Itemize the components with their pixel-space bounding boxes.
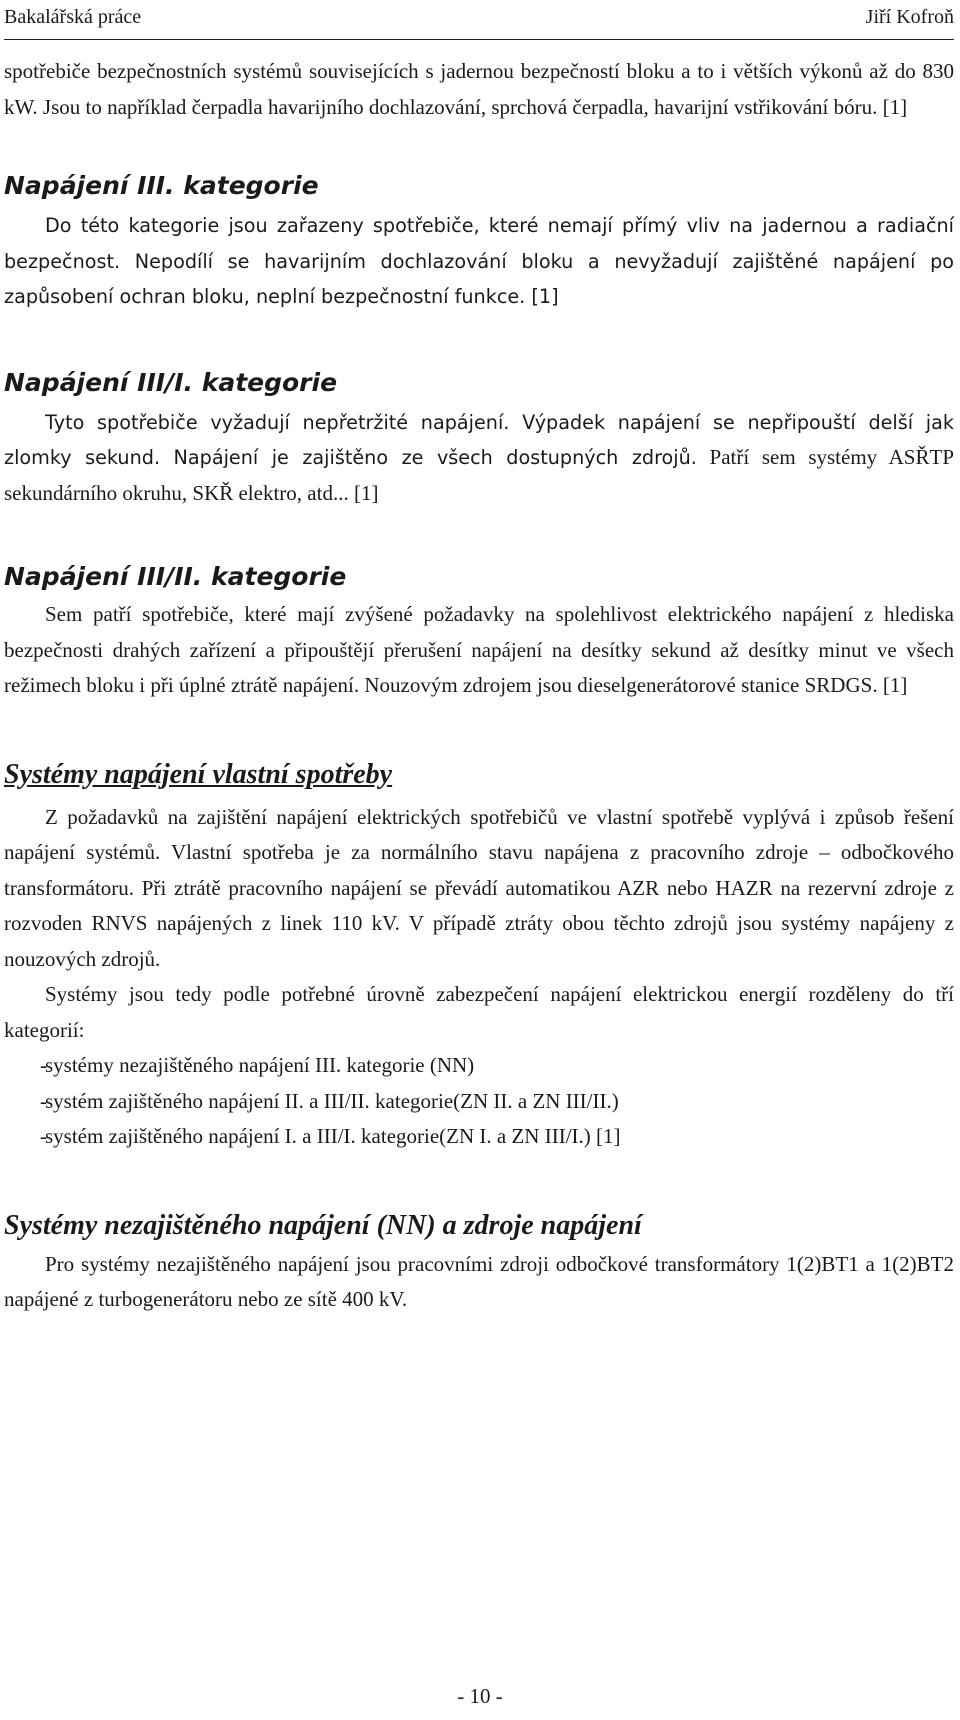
paragraph-category-iii-i-sans: Tyto spotřebiče vyžadují nepřetržité napájení. Výpadek napájení se nepřipouští delší jak zlomky sekund. Napájení je zajištěno ze všech dostupných zdrojů. — [4, 410, 954, 469]
paragraph-power-systems-2: Systémy jsou tedy podle potřebné úrovně zabezpečení napájení elektrickou energií rozděleny do tří kategorií: — [4, 982, 954, 1042]
heading-category-iii-i: Napájení III/I. kategorie — [4, 367, 338, 397]
list-item: - systém zajištěného napájení II. a III/II. kategorie(ZN II. a ZN III/II.) — [4, 1084, 954, 1120]
paragraph-category-iii: Do této kategorie jsou zařazeny spotřebiče, které nemají přímý vliv na jadernou a radiační bezpečnost. Nepodílí se havarijním dochlazování bloku a nevyžadují zajištěné napájení po zapůsobení ochran bloku, neplní bezpečnostní funkce. [1] — [4, 214, 954, 308]
list-item: - systémy nezajištěného napájení III. kategorie (NN) — [4, 1048, 954, 1084]
paragraph-category-iii-i — [4, 405, 954, 512]
heading-power-systems: Systémy napájení vlastní spotřeby — [4, 758, 393, 790]
intro-paragraph: spotřebiče bezpečnostních systémů souvisejících s jadernou bezpečností bloku a to i větších výkonů až do 830 kW. Jsou to například čerpadla havarijního dochlazování, sprchová čerpadla, havarijní vstřikování bóru. [1] — [4, 59, 954, 119]
paragraph-nn-systems: Pro systémy nezajištěného napájení jsou pracovními zdroji odbočkové transformátory 1(2)BT1 a 1(2)BT2 napájené z turbogenerátoru nebo ze sítě 400 kV. — [4, 1251, 954, 1311]
paragraph-category-iii-i-serif: Patří sem systémy ASŘTP sekundárního okruhu, SKŘ elektro, atd... [1] — [4, 445, 955, 505]
page-header — [4, 2, 954, 32]
paragraph-category-iii-ii: Sem patří spotřebiče, které mají zvýšené požadavky na spolehlivost elektrického napájení z hlediska bezpečnosti drahých zařízení a připouštějí přerušení napájení na desítky sekund až desítky minut ve všech režimech bloku i při úplné ztrátě napájení. Nouzovým zdrojem jsou dieselgenerátorové stanice SRDGS. [1] — [4, 602, 954, 697]
page-number: - 10 - — [457, 1684, 503, 1708]
list-item: - systém zajištěného napájení I. a III/I. kategorie(ZN I. a ZN III/I.) [1] — [4, 1119, 954, 1155]
category-list — [4, 1048, 954, 1155]
header-divider — [4, 39, 954, 40]
header-author: Jiří Kofroň — [865, 6, 954, 28]
header-thesis-type: Bakalářská práce — [4, 6, 142, 28]
heading-category-iii-ii: Napájení III/II. kategorie — [4, 562, 347, 591]
heading-category-iii: Napájení III. kategorie — [4, 171, 319, 200]
heading-nn-systems: Systémy nezajištěného napájení (NN) a zdroje napájení — [4, 1209, 642, 1241]
paragraph-power-systems-1: Z požadavků na zajištění napájení elektrických spotřebičů ve vlastní spotřebě vyplývá i způsob řešení napájení systémů. Vlastní spotřeba je za normálního stavu napájena z pracovního zdroje – odbočkového transformátoru. Při ztrátě pracovního napájení se převádí automatikou AZR nebo HAZR na rezervní zdroje z rozvoden RNVS napájených z linek 110 kV. V případě ztráty obou těchto zdrojů jsou systémy napájeny z nouzových zdrojů. — [4, 804, 954, 971]
page-body — [4, 54, 954, 1318]
